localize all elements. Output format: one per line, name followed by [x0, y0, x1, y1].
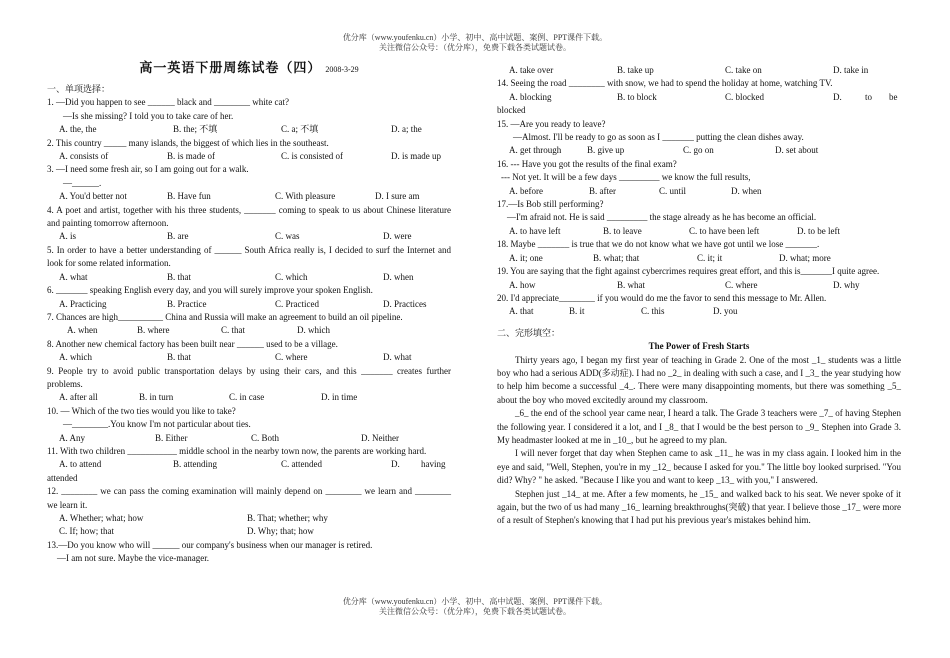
- question-stem: 18. Maybe _______ is true that we do not know what we have got until we lose _______.: [497, 239, 820, 250]
- option-d: D. a; the: [391, 124, 422, 135]
- question-stem: 5. In order to have a better understanding of ______ South Africa really is, I decided to surf the Internet and look for some related information.: [47, 244, 451, 269]
- option-b: B. take up: [617, 65, 654, 75]
- question-16: [497, 158, 901, 198]
- exam-title-block: [47, 60, 451, 79]
- option-a: A. You'd better not: [59, 191, 127, 202]
- question-dialogue: --- Not yet. It will be a few days _________ we know the full results,: [501, 172, 751, 183]
- question-11: [47, 445, 451, 485]
- passage-paragraph-3: I will never forget that day when Stephen came to ask _11_ he was in my class again. I looked him in the eye and said, "Well, Stephen, you're in my _12_ because I asked for you." The little boy looked surprised. "You did? Why? " he asked. "Because I like you and want to keep _13_ with you," I answered.: [497, 448, 901, 486]
- option-d: D. Practices: [383, 298, 427, 309]
- question-9: [47, 365, 451, 405]
- question-20: [497, 292, 901, 319]
- right-column: [497, 64, 901, 528]
- option-c: C. until: [659, 185, 687, 196]
- question-stem: 11. With two children ___________ middle school in the nearby town now, the parents are working hard.: [47, 445, 427, 456]
- question-options: [47, 150, 451, 163]
- option-d: D.: [391, 459, 400, 470]
- option-b: B. after: [589, 185, 616, 196]
- option-d: D. when: [731, 185, 762, 196]
- option-a: A. blocking: [509, 91, 552, 102]
- option-a: A. the, the: [59, 124, 97, 135]
- passage-paragraph-2: _6_ the end of the school year came near, I heard a talk. The Grade 3 teachers were _7_ of having Stephen the following year. I considered it a lot, and I _8_ that I would be the best person to _9_ Stephen into Grade 3. My headmaster looked at me in _10_, but he agreed to my plan.: [497, 408, 901, 445]
- question-dialogue: —________.You know I'm not particular about ties.: [63, 419, 251, 430]
- question-dialogue: —I'm afraid not. He is said _________ the stage already as he has become an official.: [507, 212, 817, 223]
- question-15: [497, 118, 901, 158]
- section-1-heading: 一、单项选择：: [47, 84, 111, 94]
- option-d: D. Why; that; how: [247, 526, 314, 537]
- question-13-options: [497, 64, 901, 77]
- passage-paragraph-1: Thirty years ago, I began my first year of teaching in Grade 2. One of the most _1_ students was a little boy who had a serious ADD(多动症). I had no _2_ in dealing with such a case, and I _3_ the year studying how to help him become a successful _4_. There were many disappointing moments, but there was something _5_ about the boy who moved excitedly around my classroom.: [497, 354, 901, 405]
- option-a: A. what: [59, 271, 88, 282]
- question-4: [47, 204, 451, 244]
- option-b: B. to block: [617, 91, 657, 102]
- question-options: [47, 324, 451, 337]
- option-b: B. what: [617, 279, 645, 290]
- option-a: A. to attend: [59, 459, 102, 470]
- option-c: C. Both: [251, 432, 280, 443]
- option-d: D.: [833, 91, 842, 102]
- question-options: [47, 351, 451, 364]
- question-options-row-1: [47, 512, 451, 525]
- option-c: C. attended: [281, 459, 322, 470]
- question-stem: 7. Chances are high__________ China and Russia will make an agreement to build an oil pipeline.: [47, 311, 403, 322]
- option-d: D. were: [383, 231, 412, 242]
- question-options: [497, 185, 901, 198]
- option-a: A. Whether; what; how: [59, 513, 144, 523]
- option-d: D. take in: [833, 65, 869, 75]
- option-a: A. consists of: [59, 151, 109, 162]
- option-a: A. is: [59, 231, 77, 242]
- question-options: [497, 144, 901, 157]
- question-options: [47, 458, 451, 471]
- question-stem: 19. You are saying that the fight against cybercrimes requires great effort, and this is_______I quite agree.: [497, 266, 880, 277]
- page-footer: [0, 597, 950, 617]
- option-a: A. it; one: [509, 252, 543, 263]
- question-stem: 14. Seeing the road ________ with snow, we had to spend the holiday at home, watching TV.: [497, 78, 833, 89]
- footer-line-2: 关注微信公众号：（优分库），免费下载各类试题试卷。: [379, 607, 571, 616]
- option-c: C. it; it: [697, 252, 723, 263]
- question-stem: 2. This country _____ many islands, the biggest of which lies in the southeast.: [47, 137, 329, 148]
- option-c: C. to have been left: [689, 225, 760, 236]
- option-b: B. are: [167, 231, 189, 242]
- option-a: A. after all: [59, 392, 98, 403]
- question-6: [47, 284, 451, 311]
- option-b: B. Either: [155, 432, 188, 443]
- option-d: D. what: [383, 352, 412, 363]
- question-stem: 6. _______ speaking English every day, and you will surely improve your spoken English.: [47, 285, 373, 296]
- option-d-word-2: be: [889, 91, 898, 102]
- question-8: [47, 338, 451, 365]
- question-stem: 13.—Do you know who will ______ our company's business when our manager is retired.: [47, 539, 373, 550]
- left-column: [47, 61, 451, 566]
- option-a: A. when: [67, 325, 98, 336]
- option-b: B. that: [167, 352, 191, 363]
- option-c: C. take on: [725, 65, 762, 75]
- option-d: D. I sure am: [375, 191, 420, 202]
- option-a: A. how: [509, 279, 536, 290]
- question-stem: 16. --- Have you got the results of the final exam?: [497, 158, 677, 169]
- question-options: [47, 190, 451, 203]
- question-17: [497, 198, 901, 238]
- option-c: C. that: [221, 325, 245, 336]
- option-b: B. give up: [587, 145, 625, 156]
- option-d-continued: attended: [47, 472, 78, 483]
- header-line-1: 优分库（www.youfenku.cn）小学、初中、高中试题、案例、PPT课件下载。: [342, 33, 608, 42]
- option-d: D. in time: [321, 392, 358, 403]
- option-b: B. that: [167, 271, 191, 282]
- question-10: [47, 405, 451, 445]
- question-dialogue: —Almost. I'll be ready to go as soon as I _______ putting the clean dishes away.: [513, 132, 804, 143]
- option-b: B. That; whether; why: [247, 513, 328, 523]
- question-stem: 3. —I need some fresh air, so I am going out for a walk.: [47, 164, 249, 175]
- option-d-text: having: [421, 459, 446, 470]
- option-d-word-1: to: [865, 91, 873, 102]
- option-d-continued: blocked: [497, 105, 526, 116]
- exam-date: 2008-3-29: [325, 65, 359, 74]
- option-b: B. to leave: [603, 225, 642, 236]
- option-d: D. to be left: [797, 225, 840, 236]
- option-b: B. Have fun: [167, 191, 211, 202]
- passage-title: The Power of Fresh Starts: [648, 341, 750, 352]
- question-options: [497, 279, 901, 292]
- question-13: [47, 539, 451, 566]
- option-b: B. where: [137, 325, 170, 336]
- question-stem: 15. —Are you ready to leave?: [497, 118, 606, 129]
- question-7: [47, 311, 451, 338]
- question-dialogue: —I am not sure. Maybe the vice-manager.: [57, 553, 209, 564]
- option-d: D. you: [713, 306, 738, 317]
- question-options-row-2: [47, 525, 451, 538]
- question-12: [47, 485, 451, 539]
- option-c: C. is consisted of: [281, 151, 343, 162]
- question-dialogue: —______.: [63, 177, 102, 188]
- option-d: D. Neither: [361, 432, 399, 443]
- question-stem: 8. Another new chemical factory has been built near ______ used to be a village.: [47, 338, 338, 349]
- option-b: B. the; 不填: [173, 124, 218, 135]
- question-options: [47, 123, 451, 136]
- option-b: B. is made of: [167, 151, 215, 162]
- question-stem: 1. —Did you happen to see ______ black and ________ white cat?: [47, 97, 289, 108]
- option-c: C. a; 不填: [281, 124, 319, 135]
- exam-title: 高一英语下册周练试卷（四）: [139, 61, 322, 76]
- option-c: C. go on: [683, 145, 714, 156]
- question-stem: 4. A poet and artist, together with his three students, _______ coming to speak to us about Chinese literature and painting tomorrow afternoon.: [47, 204, 451, 229]
- question-options: [497, 252, 901, 265]
- option-c: C. where: [275, 352, 308, 363]
- page-header: [0, 33, 950, 53]
- question-stem: 10. — Which of the two ties would you like to take?: [47, 405, 236, 416]
- question-options: [497, 305, 901, 318]
- question-options: [497, 225, 901, 238]
- question-options: [47, 230, 451, 243]
- question-options: [47, 271, 451, 284]
- option-c: C. Practiced: [275, 298, 319, 309]
- question-dialogue: —Is she missing? I told you to take care of her.: [63, 110, 234, 121]
- question-3: [47, 163, 451, 203]
- header-line-2: 关注微信公众号：（优分库），免费下载各类试题试卷。: [379, 43, 571, 52]
- option-a: A. Practicing: [59, 298, 107, 309]
- option-d: D. set about: [775, 145, 819, 156]
- option-a: A. take over: [509, 65, 554, 75]
- option-a: A. get through: [509, 145, 562, 156]
- question-options: [47, 298, 451, 311]
- option-a: A. which: [59, 352, 92, 363]
- question-14: [497, 77, 901, 117]
- footer-line-1: 优分库（www.youfenku.cn）小学、初中、高中试题、案例、PPT课件下载。: [342, 597, 608, 606]
- passage-paragraph-4: Stephen just _14_ at me. After a few moments, he _15_ and walked back to his seat. We never spoke of it again, but the two of us had many _16_ learning breakthroughs(突破) that year. I believe those _17_ were more of a result of Stephen's knowing that I had put his previous year's mistakes behind him.: [497, 488, 901, 526]
- option-b: B. it: [569, 306, 585, 317]
- question-5: [47, 244, 451, 284]
- option-b: B. what; that: [593, 252, 640, 263]
- question-19: [497, 265, 901, 292]
- option-c: C. blocked: [725, 91, 764, 102]
- question-stem: 20. I'd appreciate________ if you would do me the favor to send this message to Mr. Allen.: [497, 292, 827, 303]
- question-stem: 12. ________ we can pass the coming examination will mainly depend on ________ we learn and ________ we learn it.: [47, 486, 451, 510]
- option-d: D. is made up: [391, 151, 441, 162]
- option-d: D. when: [383, 271, 414, 282]
- question-2: [47, 137, 451, 164]
- question-stem: 17.—Is Bob still performing?: [497, 199, 604, 210]
- option-a: A. to have left: [509, 225, 561, 236]
- option-c: C. where: [725, 279, 758, 290]
- option-a: A. that: [509, 306, 534, 317]
- question-stem: 9. People try to avoid public transportation delays by using their cars, and this _______ creates further problems.: [47, 365, 451, 389]
- option-d: D. which: [297, 325, 330, 336]
- question-options: [497, 91, 901, 104]
- option-c: C. With pleasure: [275, 191, 336, 202]
- option-a: A. before: [509, 185, 543, 196]
- option-c: C. was: [275, 231, 300, 242]
- option-b: B. in turn: [139, 392, 174, 403]
- option-b: B. attending: [173, 459, 217, 470]
- option-b: B. Practice: [167, 298, 207, 309]
- option-d: D. what; more: [779, 252, 831, 263]
- option-c: C. which: [275, 271, 308, 282]
- option-c: C. in case: [229, 392, 265, 403]
- option-d: D. why: [833, 279, 860, 290]
- question-1: [47, 96, 451, 136]
- question-18: [497, 238, 901, 265]
- question-options: [47, 432, 451, 445]
- option-c: C. If; how; that: [59, 526, 114, 537]
- section-2-heading: 二、完形填空：: [497, 327, 561, 338]
- question-options: [47, 391, 451, 404]
- option-c: C. this: [641, 306, 665, 317]
- option-a: A. Any: [59, 432, 86, 443]
